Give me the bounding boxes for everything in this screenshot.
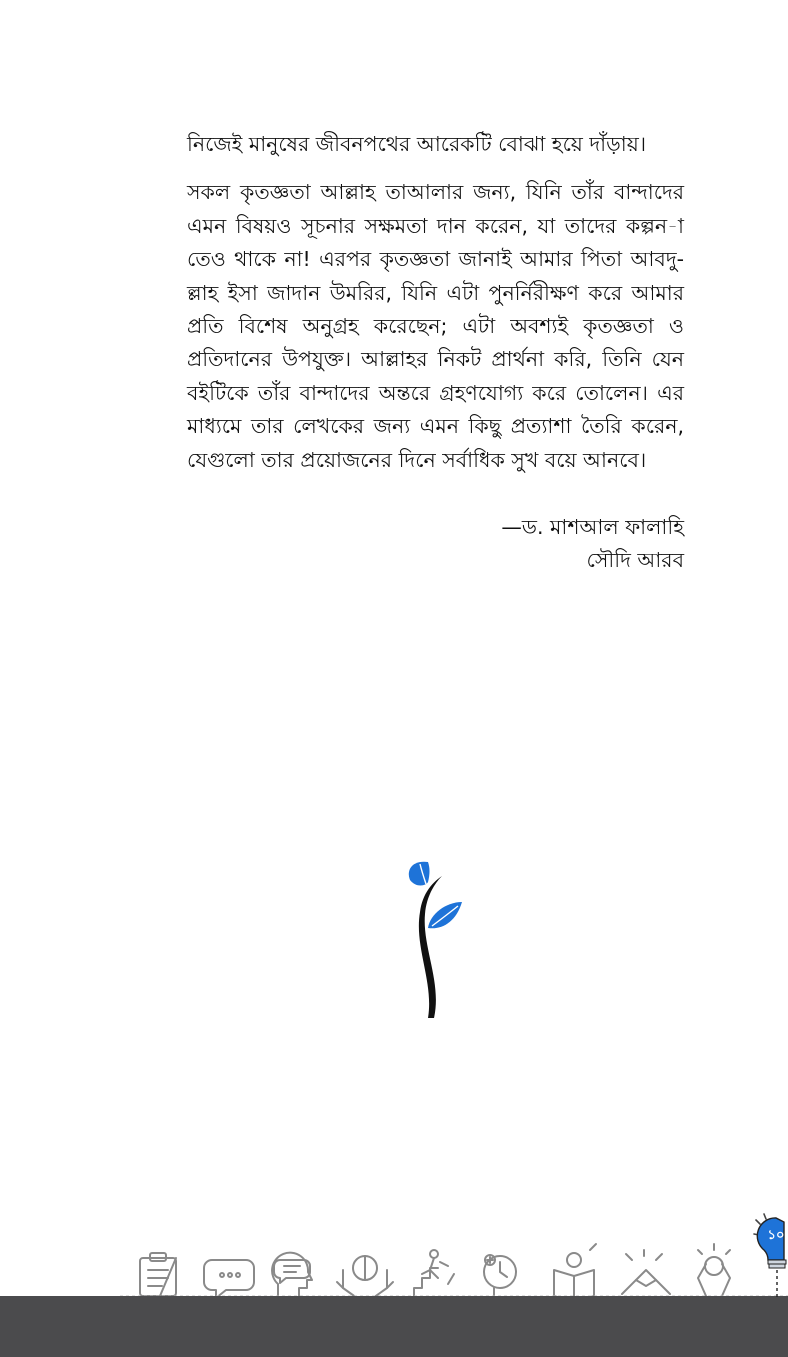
signature-block — [187, 511, 684, 578]
growth-stairs-icon — [414, 1250, 454, 1298]
handshake-icon — [622, 1250, 670, 1294]
sprout-icon — [398, 852, 470, 1022]
author-location: সৌদি আরব — [586, 548, 684, 573]
clipboard-icon — [140, 1253, 176, 1296]
author-name: —ড. মাশআল ফালাহি — [501, 515, 684, 540]
stressed-person-icon — [698, 1244, 730, 1296]
brain-in-hands-icon — [337, 1256, 393, 1298]
footer-ground — [0, 1296, 788, 1357]
acknowledgement-paragraph: সকল কৃতজ্ঞতা আল্লাহ তাআলার জন্য, যিনি তাঁর বান্দাদের এমন বিষয়ও সূচনার সক্ষমতা দান করেন, যা তাদের কল্পন-াতেও থাকে না! এরপর কৃতজ্ঞতা জানাই আমার পিতা আবদু-ল্লাহ ইসা জাদান উমরির, যিনি এটা পুনর্নিরীক্ষণ করে আমার প্রতি বিশেষ অনুগ্রহ করেছেন; এটা অবশ্যই কৃতজ্ঞতা ও প্রতিদানের উপযুক্ত। আল্লাহর নিকট প্রার্থনা করি, তিনি যেন বইটিকে তাঁর বান্দাদের অন্তরে গ্রহণযোগ্য করে তোলেন। এর মাধ্যমে তার লেখকের জন্য এমন কিছু প্রত্যাশা তৈরি করেন, যেগুলো তার প্রয়োজনের দিনে সর্বাধিক সুখ বয়ে আনবে। — [187, 180, 684, 472]
speech-bubble-icon — [204, 1260, 254, 1298]
reading-book-icon — [554, 1244, 596, 1302]
thinking-head-icon — [272, 1253, 312, 1296]
clock-head-icon — [484, 1255, 516, 1298]
continued-line: নিজেই মানুষের জীবনপথের আরেকটি বোঝা হয়ে দাঁড়ায়। — [187, 132, 647, 156]
page-number: ১০ — [767, 1228, 785, 1243]
main-text — [187, 128, 684, 578]
